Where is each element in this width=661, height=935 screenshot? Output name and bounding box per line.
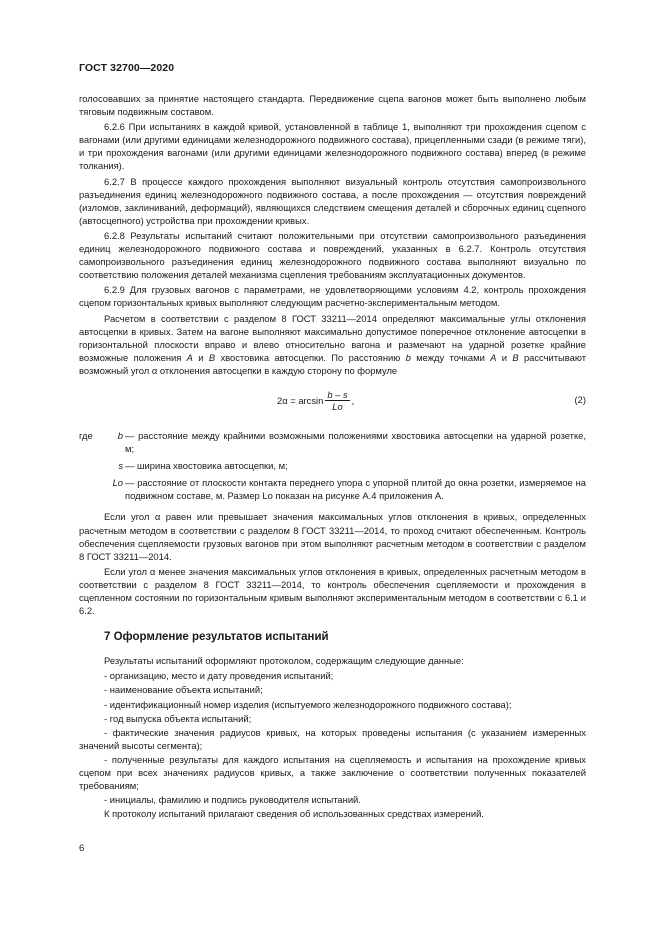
paragraph-alpha-lt: Если угол α менее значения максимальных углов отклонения в кривых, определенных расчетным методом в соответствии с разделом 8 ГОСТ 33211—2014, то контроль обеспечения сцепляемости и прохождения в сцепленном состоянии по горизонтальным кривым выполняют экспериментальным методом в соответствии с 6.1 и 6.2. xyxy=(79,565,586,617)
formula-2 xyxy=(79,385,586,419)
legend-row xyxy=(79,459,586,472)
list-item: - организацию, место и дату проведения испытаний; xyxy=(104,670,334,682)
list-item: - инициалы, фамилию и подпись руководителя испытаний. xyxy=(104,794,361,806)
section-7-intro: Результаты испытаний оформляют протоколом, содержащим следующие данные: xyxy=(104,655,464,667)
paragraph-calculation: Расчетом в соответствии с разделом 8 ГОСТ 33211—2014 определяют максимальные углы отклонения автосцепки в кривых. Затем на вагоне выполняют максимально допустимое поперечное отклонение автосцепки в горизонтальной плоскости вправо и влево относительно вагона и размечают на ударной розетке крайние возможные положения А и В хвостовика автосцепки. По расстоянию b между точками А и В рассчитывают возможный угол α отклонения автосцепки в каждую сторону по формуле xyxy=(79,312,587,376)
formula-numerator: b – s xyxy=(327,388,348,400)
formula-fraction xyxy=(325,389,349,412)
list-item: - фактические значения радиусов кривых, на которых проведены испытания (с указанием измеренных значений высоты сегмента); xyxy=(79,726,586,751)
paragraph-6-2-9: 6.2.9 Для грузовых вагонов с параметрами, не удовлетворяющими условиям 4.2, контроль прохождения сцепом горизонтальных кривых выполняют следующим расчетно-экспериментальным методом. xyxy=(79,284,586,309)
paragraph-continuation: голосовавших за принятие настоящего стандарта. Передвижение сцепа вагонов может быть выполнено любым тяговым подвижным составом. xyxy=(79,93,586,118)
legend-description: — ширина хвостовика автосцепки, м; xyxy=(125,460,288,472)
list-item: - наименование объекта испытаний; xyxy=(104,684,263,696)
formula-lhs: 2α = arcsin xyxy=(277,394,324,406)
section-7-heading: 7 Оформление результатов испытаний xyxy=(104,631,329,644)
document-code: ГОСТ 32700—2020 xyxy=(79,62,175,74)
list-item: - идентификационный номер изделия (испытуемого железнодорожного подвижного состава); xyxy=(104,698,512,710)
paragraph-6-2-8: 6.2.8 Результаты испытаний считают положительными при отсутствии самопроизвольного разъединения единиц железнодорожного подвижного состава и повреждений, указанных в 6.2.7. Контроль отсутствия самопроизвольного разъединения единиц железнодорожного подвижного состава выполняют визуально по соответствию положения деталей механизма сцепления требованиям эксплуатационных документов. xyxy=(79,229,586,281)
legend-row xyxy=(79,429,586,455)
formula-number: (2) xyxy=(574,393,586,405)
formula-expression xyxy=(277,389,354,412)
list-item: - полученные результаты для каждого испытания на сцепляемость и испытания на прохождение кривых сцепом при всех значениях радиусов кривых, а также заключение о соответствии полученных показателей требованиям; xyxy=(79,753,586,792)
legend-symbol: s xyxy=(118,460,123,472)
paragraph-6-2-7: 6.2.7 В процессе каждого прохождения выполняют визуальный контроль отсутствия самопроизвольного разъединения единиц железнодорожного подвижного состава, а после прохождения — отсутствия повреждений (изломов, заклиниваний, деформаций), являющихся следствием смещения деталей и сборочных единиц сцепного (автосцепного) устройства при прохождении кривых. xyxy=(79,175,586,226)
legend-description: — расстояние между крайними возможными положениями хвостовика автосцепки на ударной розетке, м; xyxy=(125,429,586,455)
paragraph-6-2-6: 6.2.6 При испытаниях в каждой кривой, установленной в таблице 1, выполняют три прохождения сцепом с вагонами (или другими единицами железнодорожного подвижного состава), прицепленными сзади (в режиме тяги), и три прохождения вагонами (или другими единицами железнодорожного подвижного состава) вперед (в режиме толкания). xyxy=(79,121,586,172)
legend-symbol: b xyxy=(117,429,123,441)
list-item: - год выпуска объекта испытаний; xyxy=(104,712,252,724)
formula-denominator: Lo xyxy=(332,400,343,412)
page-number: 6 xyxy=(79,843,85,854)
section-7-closing: К протоколу испытаний прилагают сведения об использованных средствах измерений. xyxy=(104,808,484,820)
paragraph-alpha-ge: Если угол α равен или превышает значения максимальных углов отклонения в кривых, определенных расчетным методом в соответствии с разделом 8 ГОСТ 33211—2014, то проход считают обеспеченным. Контроль обеспечения сцепляемости грузовых вагонов при этом выполняют расчетным методом в соответствии с разделом 8 ГОСТ 33211—2014. xyxy=(79,511,586,562)
page-body xyxy=(79,92,586,822)
legend-description: — расстояние от плоскости контакта переднего упора с упорной плитой до окна розетки, измеряемое на подвижном составе, м. Размер Lo показан на рисунке А.4 приложения А. xyxy=(125,477,586,502)
legend-symbol: Lo xyxy=(112,477,123,489)
formula-trail: , xyxy=(351,394,355,406)
legend-lead: где xyxy=(79,429,93,441)
legend-row xyxy=(79,476,586,502)
formula-legend xyxy=(79,429,586,502)
